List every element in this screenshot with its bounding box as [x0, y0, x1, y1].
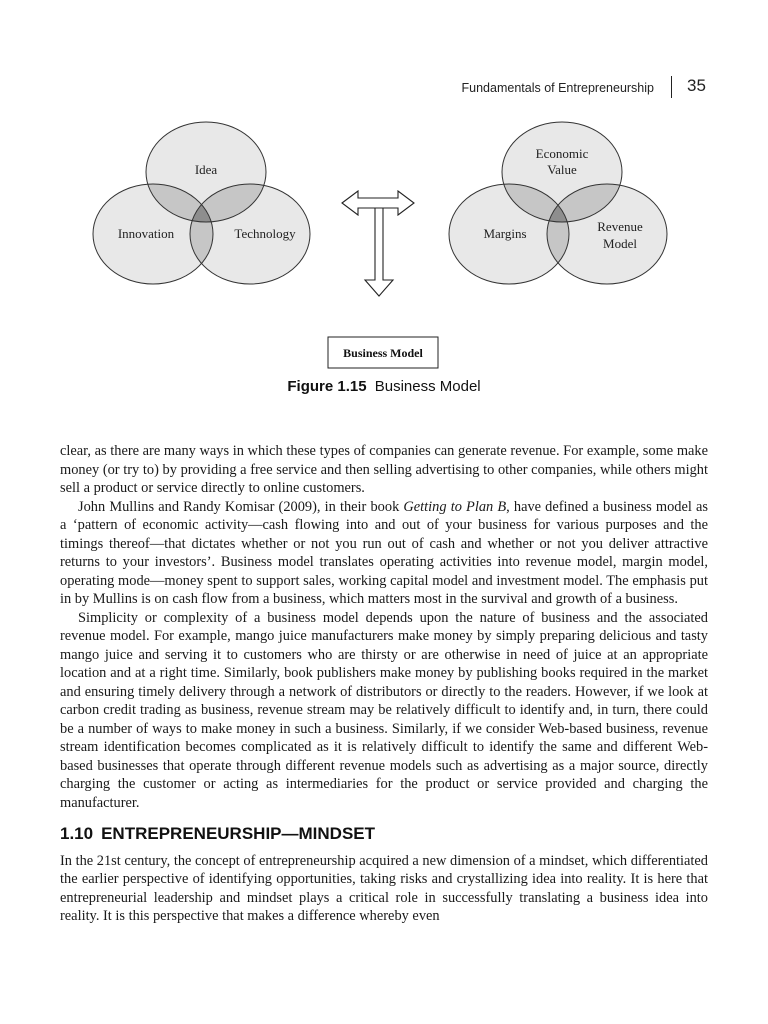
figure-number: Figure 1.15 [287, 378, 367, 395]
page-header [0, 76, 768, 100]
right-venn-diagram [449, 122, 667, 284]
body-text [60, 442, 708, 926]
double-arrow [342, 191, 414, 296]
business-model-box [328, 337, 438, 368]
technology-label: Technology [234, 226, 296, 241]
margins-label: Margins [483, 226, 527, 241]
business-model-box-label: Business Model [343, 346, 423, 360]
figure-caption-text: Business Model [374, 378, 481, 395]
section-title: ENTREPRENEURSHIP—MINDSET [101, 824, 376, 843]
page-number: 35 [687, 76, 706, 95]
section-heading [60, 825, 708, 844]
down-arrow [365, 208, 393, 296]
paragraph-3: Simplicity or complexity of a business model depends upon the nature of business and the associated revenue model. For example, mango juice manufacturers make money by simply preparing delicious and tasty mango juice and serving it to customers who are thirsty or are otherwise in need of juice at an appropriate location and at a right time. Similarly, book publishers make money by publishing books required in the market and ensuring timely delivery through a network of distributors or directly to the readers. However, if we look at carbon credit trading as business, revenue stream may be relatively difficult to identify and, in turn, there could be a number of ways to make money in such a business. Similarly, if we consider Web-based business, revenue stream identification becomes complicated as it is relatively difficult to identify the same and different Web-based businesses that operate through different revenue models such as advertising as a major source, directly charging the customer or acting as intermediaries for the product or service provided and charging the manufacturer. [60, 609, 708, 811]
header-divider [671, 76, 672, 98]
idea-label: Idea [194, 162, 218, 177]
paragraph-2-rest: , have defined a business model as a ‘pattern of economic activity—cash flowing into and out of your business for various purposes and the timings thereof—that dictates whether or not you run out of cash and whether or not you deliver attractive returns to your investors’. Business model translates operating activities into revenue model, margin model, operating mode—money spent to support sales, working capital model and investment model. The emphasis put in by Mullins is on cash flow from a business, which matters most in the survival and growth of a business. [60, 498, 708, 607]
business-model-figure [0, 110, 768, 375]
economic-value-label-line2: Value [547, 162, 577, 177]
innovation-label: Innovation [117, 226, 175, 241]
revenue-model-label-line2: Model [603, 236, 637, 251]
revenue-model-label-line1: Revenue [597, 219, 643, 234]
paragraph-1: clear, as there are many ways in which these types of companies can generate revenue. For example, some make money (or try to) by providing a free service and then selling advertising to other companies, while others might sell a product or service directly to online customers. [60, 443, 708, 496]
book-title: Getting to Plan B [403, 498, 507, 515]
paragraph-2 [60, 498, 708, 609]
figure-caption [0, 378, 768, 395]
paragraph-2-lead: John Mullins and Randy Komisar (2009), in their book [78, 498, 404, 515]
section-number: 1.10 [60, 824, 94, 843]
left-venn-diagram [93, 122, 310, 284]
economic-value-label-line1: Economic [535, 146, 589, 161]
paragraph-4: In the 21st century, the concept of entrepreneurship acquired a new dimension of a mindset, which differentiated the earlier perspective of identifying opportunities, taking risks and crystallizing idea into reality. It is here that entrepreneurial leadership and mindset plays a critical role in successfully translating a business idea into reality. It is this perspective that makes a difference whereby even [60, 852, 708, 924]
running-title: Fundamentals of Entrepreneurship [461, 81, 654, 95]
